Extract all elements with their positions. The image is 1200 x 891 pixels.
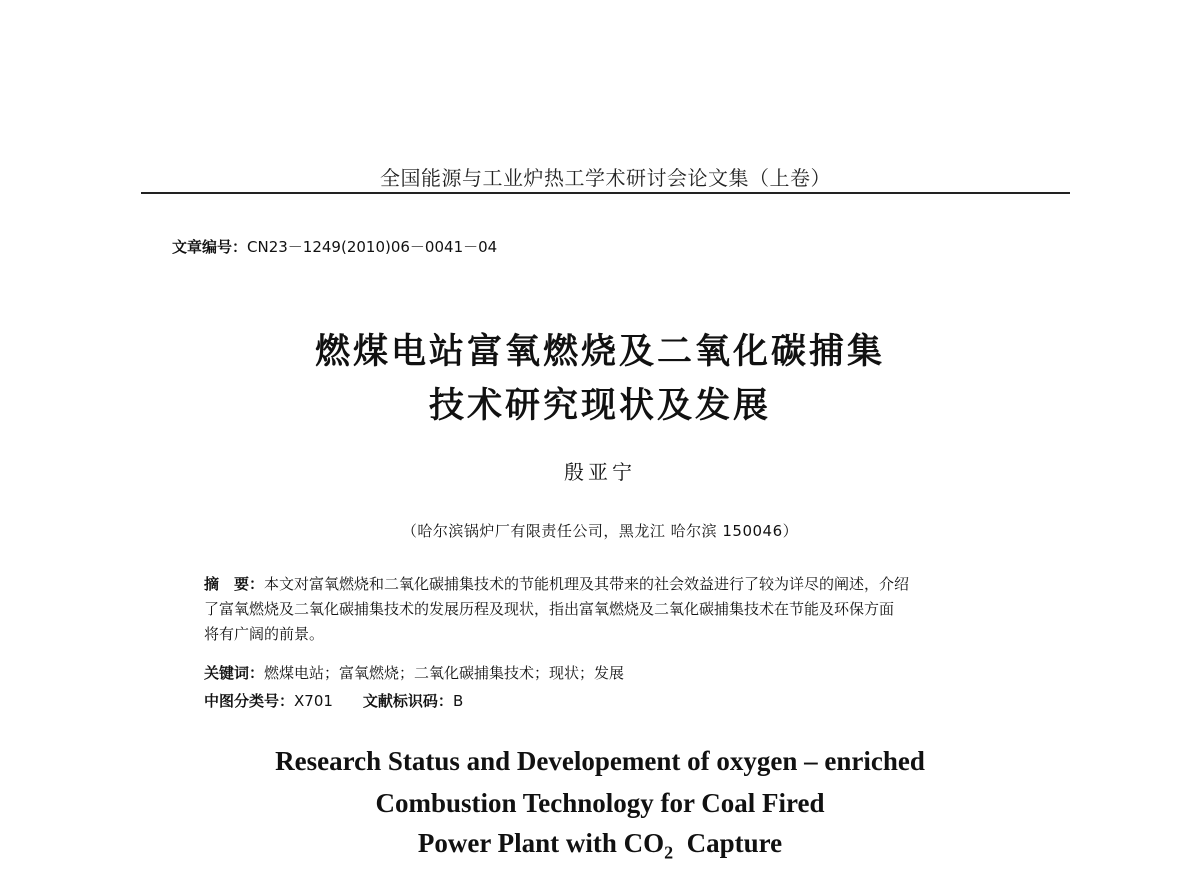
keywords-label: 关键词： bbox=[204, 664, 265, 682]
doc-code-label: 文献标识码： bbox=[362, 692, 453, 710]
co2-subscript: 2 bbox=[664, 842, 674, 863]
keywords-value: 燃煤电站；富氧燃烧；二氧化碳捕集技术；现状；发展 bbox=[264, 664, 625, 682]
title-en-line3: Power Plant with $CO_2$ Capture bbox=[417, 828, 783, 863]
affiliation: （哈尔滨锅炉厂有限责任公司，黑龙江 哈尔滨 150046） bbox=[401, 522, 799, 540]
abstract-label: 摘 要： bbox=[204, 575, 265, 593]
abstract-line1: 摘 要：本文对富氧燃烧和二氧化碳捕集技术的节能机理及其带来的社会效益进行了较为详尽的阐述，介绍 bbox=[204, 575, 910, 593]
title-cn-line2: 技术研究现状及发展 bbox=[428, 386, 771, 426]
abstract-line2: 了富氧燃烧及二氧化碳捕集技术的发展历程及现状，指出富氧燃烧及二氧化碳捕集技术在节能及环保方面 bbox=[204, 600, 895, 618]
article-number-value: CN23－1249(2010)06－0041－04 bbox=[247, 238, 498, 256]
header-rule bbox=[141, 192, 1070, 194]
journal-header: 全国能源与工业炉热工学术研讨会论文集（上卷） bbox=[380, 166, 831, 190]
author: 殷亚宁 bbox=[564, 460, 636, 484]
title-cn-line1: 燃煤电站富氧燃烧及二氧化碳捕集 bbox=[314, 332, 885, 372]
article-number-label: 文章编号： bbox=[172, 238, 248, 256]
clc-label: 中图分类号： bbox=[204, 692, 295, 710]
title-en-line1: Research Status and Developement of oxygen – enriched bbox=[275, 746, 925, 776]
abstract bbox=[204, 572, 1016, 647]
title-en-line2: Combustion Technology for Coal Fired bbox=[375, 788, 825, 818]
doc-code-value: B bbox=[452, 692, 464, 710]
classification bbox=[204, 690, 463, 711]
article-number bbox=[172, 236, 497, 257]
keywords bbox=[204, 662, 624, 683]
abstract-line3: 将有广阔的前景。 bbox=[204, 625, 325, 643]
clc-value: X701 bbox=[294, 692, 333, 710]
